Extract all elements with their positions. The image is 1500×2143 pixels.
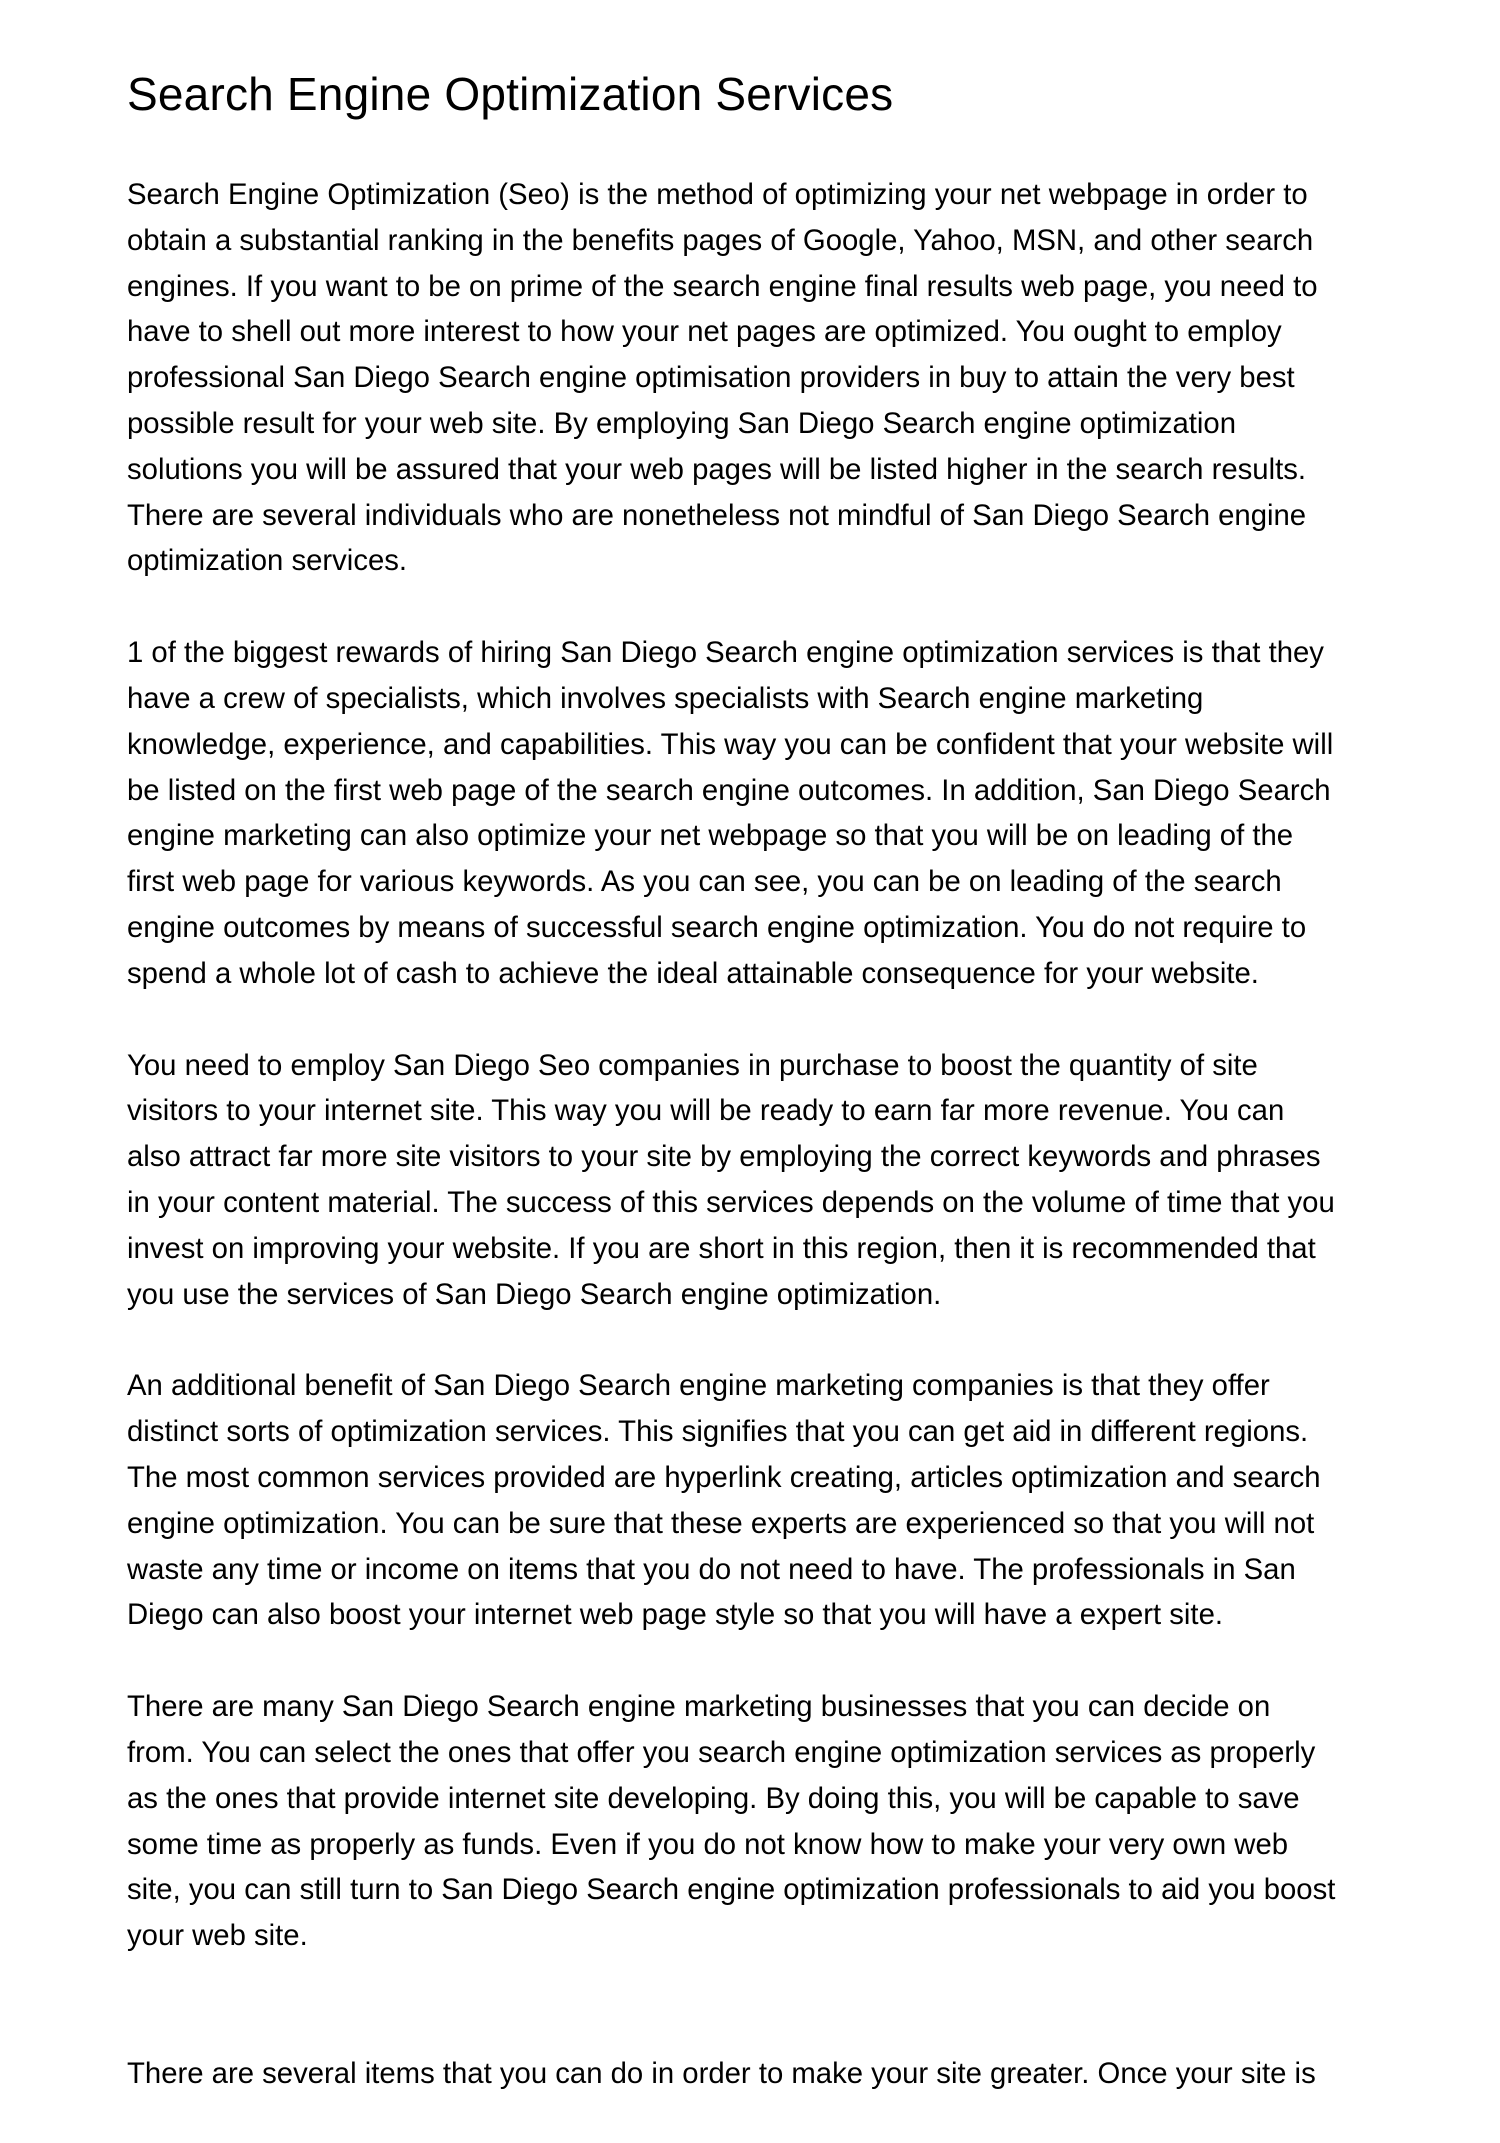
document-page	[127, 62, 1397, 2143]
paragraph-5: There are many San Diego Search engine marketing businesses that you can decide on from. You can select the ones that offer you search engine optimization services as properly as the ones that provide internet site developing. By doing this, you will be capable to save some time as properly as funds. Even if you do not know how to make your very own web site, you can still turn to San Diego Search engine optimization professionals to aid you boost your web site.	[127, 1690, 1336, 1953]
paragraph-3: You need to employ San Diego Seo companies in purchase to boost the quantity of site visitors to your internet site. This way you will be ready to earn far more revenue. You can also attract far more site visitors to your site by employing the correct keywords and phrases in your content material. The success of this services depends on the volume of time that you invest on improving your website. If you are short in this region, then it is recommended that you use the services of San Diego Search engine optimization.	[127, 1048, 1335, 1311]
paragraph-2: 1 of the biggest rewards of hiring San Diego Search engine optimization services is that they have a crew of specialists, which involves specialists with Search engine marketing knowledge, experience, and capabilities. This way you can be confident that your website will be listed on the first web page of the search engine outcomes. In addition, San Diego Search engine marketing can also optimize your net webpage so that you will be on leading of the first web page for various keywords. As you can see, you can be on leading of the search engine outcomes by means of successful search engine optimization. You do not require to spend a whole lot of cash to achieve the ideal attainable consequence for your website.	[127, 636, 1334, 990]
paragraph-4: An additional benefit of San Diego Search engine marketing companies is that they offer distinct sorts of optimization services. This signifies that you can get aid in different regions. The most common services provided are hyperlink creating, articles optimization and search engine optimization. You can be sure that these experts are experienced so that you will not waste any time or income on items that you do not need to have. The professionals in San Diego can also boost your internet web page style so that you will have a expert site.	[127, 1369, 1321, 1632]
paragraph-1: Search Engine Optimization (Seo) is the method of optimizing your net webpage in order to obtain a substantial ranking in the benefits pages of Google, Yahoo, MSN, and other search engines. If you want to be on prime of the search engine final results web page, you need to have to shell out more interest to how your net pages are optimized. You ought to employ professional San Diego Search engine optimisation providers in buy to attain the very best possible result for your web site. By employing San Diego Search engine optimization solutions you will be assured that your web pages will be listed higher in the search results. There are several individuals who are nonetheless not mindful of San Diego Search engine optimization services.	[127, 178, 1318, 578]
paragraph-6: There are several items that you can do in order to make your site greater. Once your site is	[127, 2056, 1316, 2090]
document-title: Search Engine Optimization Services	[127, 68, 894, 120]
